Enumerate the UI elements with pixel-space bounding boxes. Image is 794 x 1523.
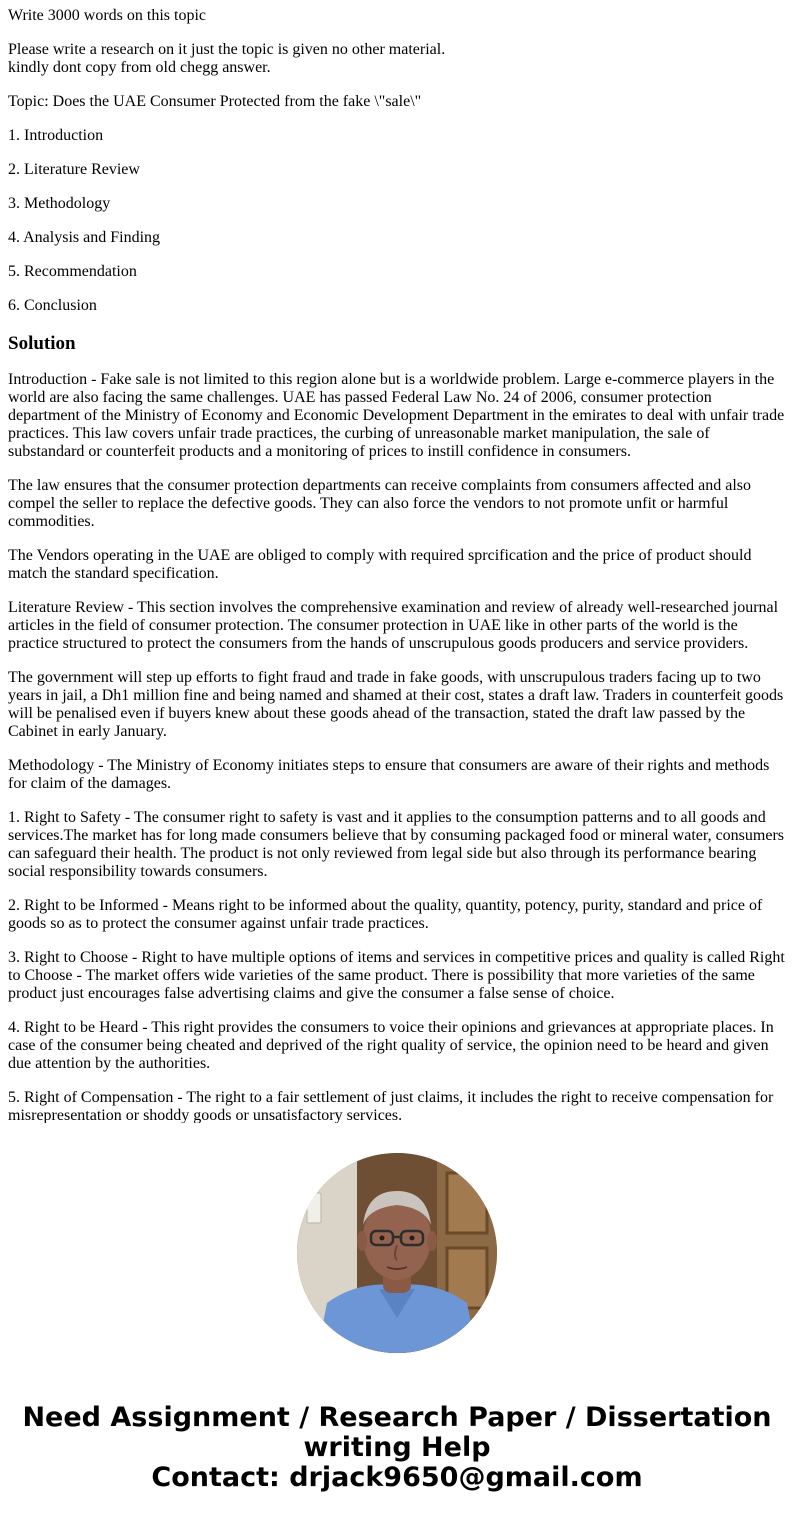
author-portrait-illustration bbox=[297, 1153, 497, 1353]
promo-line-1: Need Assignment / Research Paper / Dissertation bbox=[22, 1402, 772, 1433]
promo-banner bbox=[0, 1403, 794, 1493]
outline-item: 4. Analysis and Finding bbox=[8, 229, 161, 246]
question-line-1: Write 3000 words on this topic bbox=[8, 7, 206, 24]
outline-item: 2. Literature Review bbox=[8, 161, 140, 178]
question-topic: Topic: Does the UAE Consumer Protected from the fake \"sale\" bbox=[8, 93, 422, 110]
solution-paragraph: Methodology - The Ministry of Economy initiates steps to ensure that consumers are aware of their rights and methods for claim of the damages. bbox=[8, 757, 770, 792]
solution-paragraph: 1. Right to Safety - The consumer right to safety is vast and it applies to the consumption patterns and to all goods and services.The market has for long made consumers believe that by consuming packaged food or mineral water, consumers can safeguard their health. The product is not only reviewed from legal side but also through its performance bearing social responsibility towards consumers. bbox=[8, 809, 784, 880]
solution-paragraph: 3. Right to Choose - Right to have multiple options of items and services in competitive prices and quality is called Right to Choose - The market offers wide varieties of the same product. There is possibility that more varieties of the same product just encourages false advertising claims and give the consumer a false sense of choice. bbox=[8, 949, 785, 1002]
question-line-2: Please write a research on it just the topic is given no other material. bbox=[8, 41, 446, 58]
outline-item: 1. Introduction bbox=[8, 127, 104, 144]
promo-line-2: writing Help bbox=[303, 1432, 491, 1463]
solution-paragraph: 5. Right of Compensation - The right to a fair settlement of just claims, it includes the right to receive compensation for misrepresentation or shoddy goods or unsatisfactory services. bbox=[8, 1089, 774, 1123]
author-avatar bbox=[297, 1153, 497, 1353]
solution-paragraph: The government will step up efforts to fight fraud and trade in fake goods, with unscrupulous traders facing up to two years in jail, a Dh1 million fine and being named and shamed at their cost, states a draft law. Traders in counterfeit goods will be penalised even if buyers knew about these goods ahead of the transaction, stated the draft law passed by the Cabinet in early January. bbox=[8, 669, 784, 740]
document-content bbox=[8, 7, 786, 1123]
solution-paragraph: Introduction - Fake sale is not limited to this region alone but is a worldwide problem. Large e-commerce players in the world are also facing the same challenges. UAE has passed Federal Law No. 24 of 2006, consumer protection department of the Ministry of Economy and Economic Development Department in the emirates to deal with unfair trade practices. This law covers unfair trade practices, the curbing of unreasonable market manipulation, the sale of substandard or counterfeit products and a monitoring of prices to instill confidence in consumers. bbox=[8, 371, 785, 460]
solution-paragraph: The Vendors operating in the UAE are obliged to comply with required sprcification and the price of product should match the standard specification. bbox=[8, 547, 752, 582]
promo-contact: Contact: drjack9650@gmail.com bbox=[151, 1462, 643, 1493]
question-instructions bbox=[8, 41, 786, 77]
outline-item: 6. Conclusion bbox=[8, 297, 97, 314]
solution-paragraph: The law ensures that the consumer protection departments can receive complaints from consumers affected and also compel the seller to replace the defective goods. They can also force the vendors to not promote unfit or harmful commodities. bbox=[8, 477, 751, 530]
outline-item: 5. Recommendation bbox=[8, 263, 137, 280]
question-line-3: kindly dont copy from old chegg answer. bbox=[8, 59, 271, 76]
solution-heading: Solution bbox=[8, 333, 76, 354]
solution-paragraph: 4. Right to be Heard - This right provides the consumers to voice their opinions and grievances at appropriate places. In case of the consumer being cheated and deprived of the right quality of service, the opinion need to be heard and given due attention by the authorities. bbox=[8, 1019, 774, 1072]
outline-item: 3. Methodology bbox=[8, 195, 111, 212]
solution-paragraph: 2. Right to be Informed - Means right to be informed about the quality, quantity, potency, purity, standard and price of goods so as to protect the consumer against unfair trade practices. bbox=[8, 897, 763, 932]
solution-paragraph: Literature Review - This section involves the comprehensive examination and review of already well-researched journal articles in the field of consumer protection. The consumer protection in UAE like in other parts of the world is the practice structured to protect the consumers from the hands of unscrupulous goods producers and service providers. bbox=[8, 599, 779, 652]
